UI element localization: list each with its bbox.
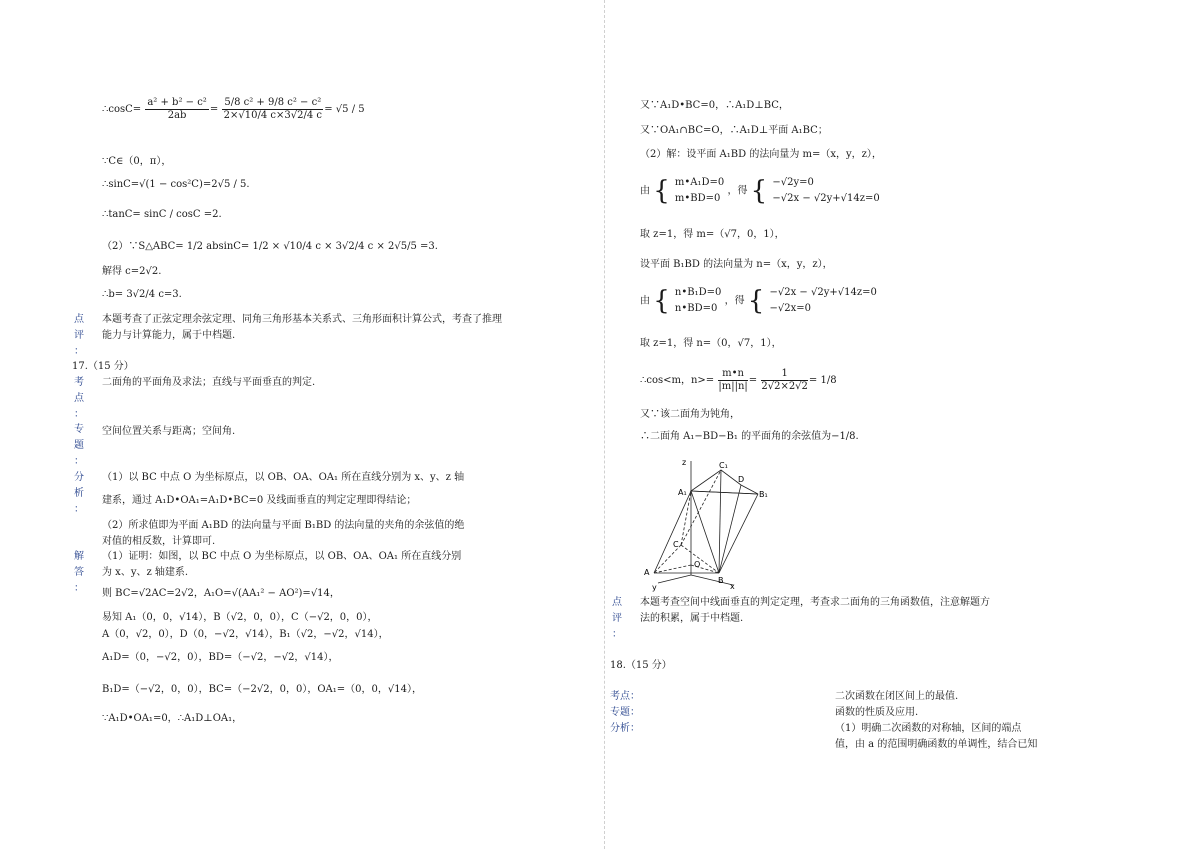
- system-2-right: [770, 285, 877, 317]
- r8: 又∵该二面角为钝角，: [640, 409, 740, 420]
- kd-label: 考点：: [610, 691, 640, 702]
- dianping-label: [72, 313, 86, 358]
- dianping-text-1: 本题考查了正弦定理余弦定理、同角三角形基本关系式、三角形面积计算公式，考查了推理: [102, 314, 502, 325]
- label-char: ：: [612, 629, 622, 640]
- r2: 又∵OA₁∩BC=O，∴A₁D⊥平面 A₁BC；: [640, 125, 828, 136]
- c-range: ∵C∈（0，π），: [102, 156, 172, 167]
- q17-title: 17.（15 分）: [72, 361, 134, 372]
- left-brace: {: [750, 176, 768, 206]
- label-y: y: [652, 583, 657, 592]
- edge: [719, 485, 741, 573]
- fenxi-3: （2）所求值即为平面 A₁BD 的法向量与平面 B₁BD 的法向量的夹角的余弦值的绝: [102, 520, 465, 531]
- jieda-4: 易知 A₁（0，0，√14），B（√2，0，0），C（−√2，0，0），: [102, 612, 378, 623]
- label-char: ：: [74, 409, 84, 420]
- sys-eq: n•B₁D=0: [674, 287, 722, 298]
- edge: [691, 491, 758, 494]
- dianping-text-2: 能力与计算能力，属于中档题.: [102, 330, 236, 341]
- b-line: ∴b= 3√2/4 c=3.: [102, 289, 182, 300]
- label-char: 点: [612, 597, 622, 608]
- label-char: 点: [74, 314, 84, 325]
- system-1-left: [675, 175, 724, 207]
- label-b1: B₁: [759, 490, 768, 499]
- r3: （2）解：设平面 A₁BD 的法向量为 m=（x，y，z），: [640, 149, 882, 160]
- frac-den: |m||n|: [718, 381, 748, 392]
- top-face: [691, 470, 758, 494]
- label-char: 点: [74, 393, 84, 404]
- left-brace: {: [747, 286, 765, 316]
- r4: 取 z=1，得 m=（√7，0，1），: [640, 229, 785, 240]
- system-1: [640, 175, 880, 207]
- de-text: ，得: [724, 295, 745, 307]
- sys-eq: −√2y=0: [772, 177, 814, 188]
- q18-title: 18.（15 分）: [610, 660, 672, 671]
- jieda-1: （1）证明：如图，以 BC 中点 O 为坐标原点，以 OB、OA、OA₁ 所在直线分别: [102, 551, 462, 562]
- system-2: [640, 285, 877, 317]
- kd-text: 二次函数在闭区间上的最值.: [835, 691, 959, 702]
- hidden-edge: [654, 545, 681, 573]
- label-char: ：: [74, 456, 84, 467]
- jieda-7: B₁D=（−√2，0，0），BC=（−2√2，0，0），OA₁=（0，0，√14），: [102, 684, 422, 695]
- tan-line: ∴tanC= sinC / cosC =2.: [102, 209, 222, 220]
- label-char: 评: [74, 330, 84, 341]
- y-axis: [658, 575, 691, 583]
- cos-frac-1-num: a² + b² − c²: [147, 97, 207, 108]
- left-brace: {: [653, 286, 670, 316]
- system-1-right: [772, 175, 879, 207]
- fenxi-1: （1）以 BC 中点 O 为坐标原点，以 OB、OA、OA₁ 所在直线分别为 x、y、z 轴: [102, 472, 465, 483]
- label-d: D: [738, 475, 745, 484]
- sys-eq: m•BD=0: [674, 193, 721, 204]
- label-o: O: [694, 560, 701, 569]
- frac-num: m•n: [718, 368, 747, 381]
- kaodian-text: 二面角的平面角及求法；直线与平面垂直的判定.: [102, 377, 316, 388]
- label-a: A: [644, 568, 650, 577]
- label-c: C: [673, 540, 679, 549]
- label-char: 题: [74, 440, 84, 451]
- frac-num: 1: [761, 368, 808, 381]
- cos-frac-2-den: 2×√10/4 c×3√2/4 c: [223, 110, 322, 121]
- label-char: ：: [74, 583, 84, 594]
- label-char: 解: [74, 551, 84, 562]
- dp-label: [610, 596, 624, 641]
- label-char: ：: [74, 346, 84, 357]
- dp-text-1: 本题考查空间中线面垂直的判定定理，考查求二面角的三角函数值，注意解题方: [640, 597, 990, 608]
- you-text: 由: [640, 185, 650, 197]
- sin-line: ∴sinC=√(1 − cos²C)=2√5 / 5.: [102, 179, 250, 190]
- edge: [654, 491, 691, 573]
- zt-text: 函数的性质及应用.: [835, 707, 919, 718]
- sys-eq: −√2x − √2y+√14z=0: [772, 193, 880, 204]
- r6: 取 z=1，得 n=（0，√7，1），: [640, 338, 782, 349]
- right-page: [600, 0, 1200, 849]
- x-axis: [691, 575, 733, 585]
- cos-frac-2: [222, 97, 323, 122]
- fx-text-2: 值，由 a 的范围明确函数的单调性，结合已知: [835, 739, 1038, 750]
- solve-c: 解得 c=2√2.: [102, 266, 162, 277]
- label-char: 分: [74, 472, 84, 483]
- area-line: （2）∵S△ABC= 1/2 absinC= 1/2 × √10/4 c × 3√2/4 c × 2√5/5 =3.: [102, 241, 438, 252]
- cos-frac-1-den: 2ab: [167, 110, 187, 121]
- system-2-left: [675, 285, 721, 317]
- sys-eq: n•BD=0: [674, 303, 718, 314]
- cos-formula: ∴cosC= $\frac{\text{a² + b² − c²}}{2ab}$ = $\frac{\text{5/8 c² + 9/8 c² − c²}}{2\times√10/4 c\times 3√2/4 c}$ = √5 / 5: [102, 97, 365, 121]
- cos-frac-2-num: 5/8 c² + 9/8 c² − c²: [224, 97, 322, 108]
- label-char: ：: [74, 504, 84, 515]
- label-a1: A₁: [678, 488, 687, 497]
- hidden-edge: [654, 565, 691, 573]
- dp-text-2: 法的积累，属于中档题.: [640, 613, 744, 624]
- jieda-8: ∵A₁D•OA₁=0，∴A₁D⊥OA₁，: [102, 713, 243, 724]
- sys-eq: −√2x=0: [769, 303, 811, 314]
- cos-prefix: ∴cosC=: [102, 104, 142, 115]
- r5: 设平面 B₁BD 的法向量为 n=（x，y，z），: [640, 259, 833, 270]
- fenxi-label: [72, 471, 86, 516]
- hidden-edge: [681, 491, 691, 545]
- sys-eq: m•A₁D=0: [674, 177, 725, 188]
- de-text: ，得: [727, 185, 748, 197]
- label-char: 评: [612, 613, 622, 624]
- label-x: x: [730, 582, 735, 591]
- label-b: B: [718, 576, 724, 585]
- sys-eq: −√2x − √2y+√14z=0: [769, 287, 877, 298]
- fx-text-1: （1）明确二次函数的对称轴，区间的端点: [835, 723, 1022, 734]
- fenxi-4: 对值的相反数，计算即可.: [102, 536, 216, 547]
- zhuanti-text: 空间位置关系与距离；空间角.: [102, 426, 236, 437]
- label-char: 考: [74, 377, 84, 388]
- label-char: 答: [74, 567, 84, 578]
- left-brace: {: [653, 176, 670, 206]
- prism-figure: [638, 455, 778, 593]
- edge: [719, 470, 721, 573]
- cos-result: √5 / 5: [335, 104, 365, 115]
- label-char: 专: [74, 424, 84, 435]
- hidden-edge: [681, 470, 721, 545]
- cos-frac-1: [145, 97, 208, 122]
- edge: [719, 494, 758, 573]
- label-c1: C₁: [719, 461, 728, 470]
- cos-mn-result: 1/8: [820, 375, 837, 386]
- jieda-2: 为 x、y、z 轴建系.: [102, 567, 189, 578]
- fenxi-2: 建系，通过 A₁D•OA₁=A₁D•BC=0 及线面垂直的判定定理即得结论；: [102, 495, 417, 506]
- r9: ∴二面角 A₁−BD−B₁ 的平面角的余弦值为−1/8.: [640, 431, 859, 442]
- cos-mn-frac: [718, 368, 747, 393]
- frac-den: 2√2×2√2: [761, 381, 808, 392]
- r1: 又∵A₁D•BC=0，∴A₁D⊥BC，: [640, 100, 789, 111]
- you-text: 由: [640, 295, 650, 307]
- cos-mn: ∴cos<m，n>= $\frac{m•n}{|m||n|}$ = $\frac{1}{2√2\times 2√2}$ = 1/8: [640, 368, 837, 392]
- cos-mn-prefix: ∴cos<m，n>=: [640, 375, 715, 386]
- zhuanti-label: [72, 423, 86, 468]
- jieda-3: 则 BC=√2AC=2√2，A₁O=√(AA₁² − AO²)=√14，: [102, 588, 340, 599]
- zt-label: 专题：: [610, 707, 640, 718]
- fx-label: 分析：: [610, 723, 640, 734]
- jieda-label: [72, 550, 86, 595]
- label-z: z: [682, 458, 687, 467]
- jieda-6: A₁D=（0，−√2，0），BD=（−√2，−√2，√14），: [102, 652, 339, 663]
- jieda-5: A（0，√2，0），D（0，−√2，√14），B₁（√2，−√2，√14），: [102, 629, 389, 640]
- kaodian-label: [72, 376, 86, 421]
- label-char: 析: [74, 488, 84, 499]
- cos-mn-frac-mid: [761, 368, 808, 393]
